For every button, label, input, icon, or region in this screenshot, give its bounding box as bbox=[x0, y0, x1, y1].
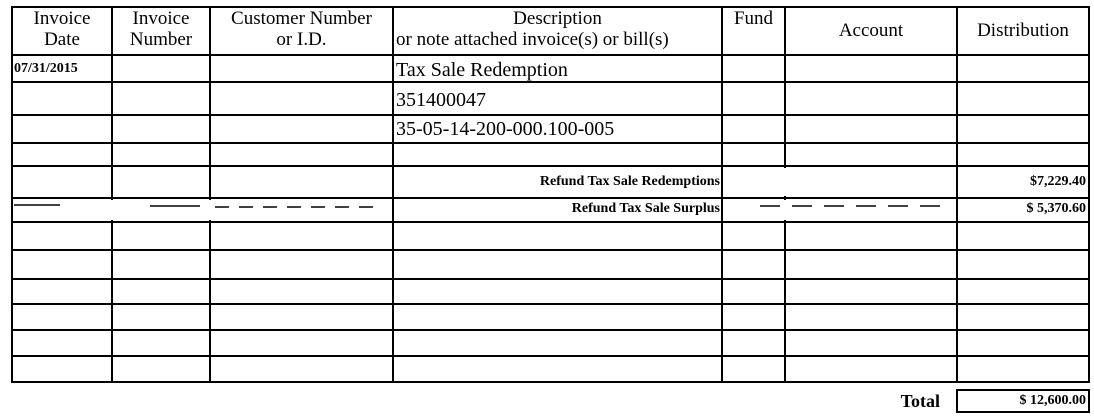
header-customer-number-line1: Customer Number bbox=[231, 8, 372, 29]
header-account: Account bbox=[838, 20, 904, 41]
total-amount: $ 12,600.00 bbox=[1019, 393, 1086, 408]
header-distribution: Distribution bbox=[977, 20, 1069, 41]
refund-redemptions-amount: $7,229.40 bbox=[1030, 174, 1086, 189]
header-invoice-date-line1: Invoice bbox=[33, 8, 91, 29]
header-customer-number bbox=[210, 8, 393, 50]
refund-surplus-label: Refund Tax Sale Surplus bbox=[571, 201, 720, 216]
total-label: Total bbox=[900, 391, 940, 411]
description-line-1: Tax Sale Redemption bbox=[396, 59, 568, 81]
header-description bbox=[393, 8, 722, 50]
header-invoice-number bbox=[112, 8, 210, 50]
refund-surplus-amount: $ 5,370.60 bbox=[1026, 201, 1086, 216]
header-invoice-number-line1: Invoice bbox=[132, 8, 190, 29]
invoice-date-value: 07/31/2015 bbox=[14, 61, 78, 76]
header-description-line2: or note attached invoice(s) or bill(s) bbox=[396, 29, 669, 50]
header-invoice-number-line2: Number bbox=[129, 29, 193, 50]
refund-redemptions-label: Refund Tax Sale Redemptions bbox=[539, 174, 720, 189]
header-fund: Fund bbox=[733, 8, 774, 29]
header-description-line1: Description bbox=[513, 8, 602, 29]
header-customer-number-line2: or I.D. bbox=[276, 29, 327, 50]
description-line-3: 35-05-14-200-000.100-005 bbox=[396, 118, 615, 140]
header-invoice-date bbox=[12, 8, 112, 50]
description-line-2: 351400047 bbox=[396, 89, 486, 111]
header-invoice-date-line2: Date bbox=[44, 29, 80, 50]
